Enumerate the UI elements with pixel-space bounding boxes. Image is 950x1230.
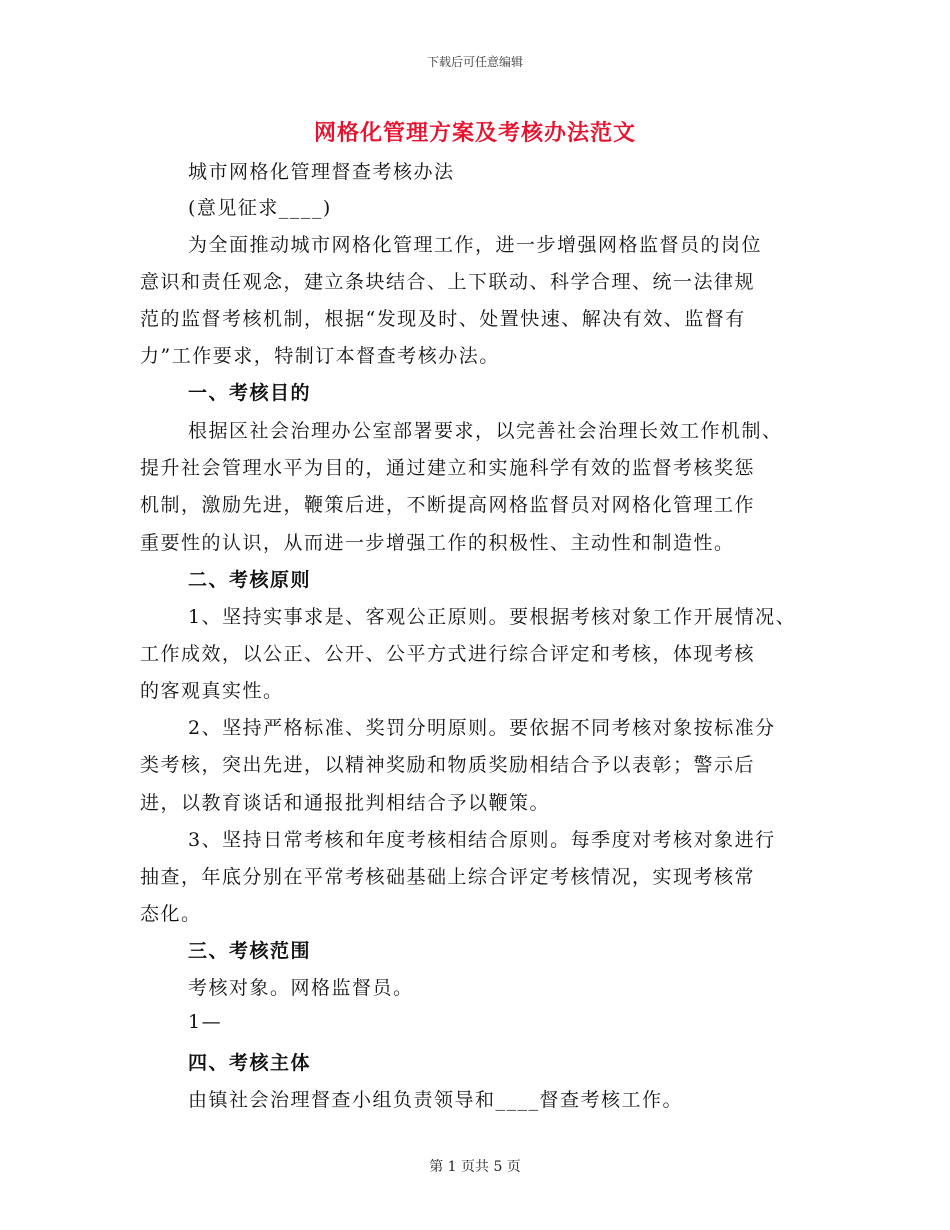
- paragraph-line: 3、坚持日常考核和年度考核相结合原则。每季度对考核对象进行: [188, 829, 776, 851]
- paragraph-line: 根据区社会治理办公室部署要求，以完善社会治理长效工作机制、: [188, 420, 783, 442]
- paragraph-line: 2、坚持严格标准、奖罚分明原则。要依据不同考核对象按标准分: [188, 717, 776, 739]
- section-heading: 二、考核原则: [188, 569, 312, 591]
- paragraph-line: 进，以教育谈话和通报批判相结合予以鞭策。: [140, 792, 551, 814]
- paragraph-line: 工作成效，以公正、公开、公平方式进行综合评定和考核，体现考核: [140, 643, 756, 665]
- paragraph-line: 提升社会管理水平为目的，通过建立和实施科学有效的监督考核奖惩: [140, 457, 756, 479]
- paragraph-line: 意识和责任观念，建立条块结合、上下联动、科学合理、统一法律规: [140, 271, 756, 293]
- paragraph-line: 的客观真实性。: [140, 680, 284, 702]
- paragraph-line: 为全面推动城市网格化管理工作，进一步增强网格监督员的岗位: [188, 234, 763, 256]
- page-header: 下载后可任意编辑: [426, 55, 523, 69]
- paragraph-line: 范的监督考核机制，根据“发现及时、处置快速、解决有效、监督有: [140, 308, 746, 330]
- paragraph-line: 考核对象。网格监督员。: [188, 977, 414, 999]
- paragraph-line: 机制，激励先进，鞭策后进，不断提高网格监督员对网格化管理工作: [140, 494, 756, 516]
- paragraph-line: 1、坚持实事求是、客观公正原则。要根据考核对象工作开展情况、: [188, 606, 797, 628]
- section-heading: 三、考核范围: [188, 940, 312, 962]
- paragraph-line: 力”工作要求，特制订本督查考核办法。: [140, 345, 500, 367]
- draft-note: (意见征求____): [188, 197, 332, 219]
- paragraph-line: 态化。: [140, 903, 202, 925]
- paragraph-line: 1—: [188, 1011, 223, 1033]
- paragraph-line: 抽查，年底分别在平常考核础基础上综合评定考核情况，实现考核常: [140, 866, 756, 888]
- section-heading: 一、考核目的: [188, 382, 312, 404]
- page-footer: 第 1 页共 5 页: [429, 1159, 521, 1175]
- paragraph-line: 重要性的认识，从而进一步增强工作的积极性、主动性和制造性。: [140, 532, 735, 554]
- paragraph-line: 由镇社会治理督查小组负责领导和____督查考核工作。: [188, 1089, 684, 1111]
- document-title: 网格化管理方案及考核办法范文: [313, 120, 636, 146]
- subtitle: 城市网格化管理督查考核办法: [188, 161, 455, 183]
- paragraph-line: 类考核，突出先进，以精神奖励和物质奖励相结合予以表彰；警示后: [140, 754, 756, 776]
- section-heading: 四、考核主体: [188, 1052, 312, 1074]
